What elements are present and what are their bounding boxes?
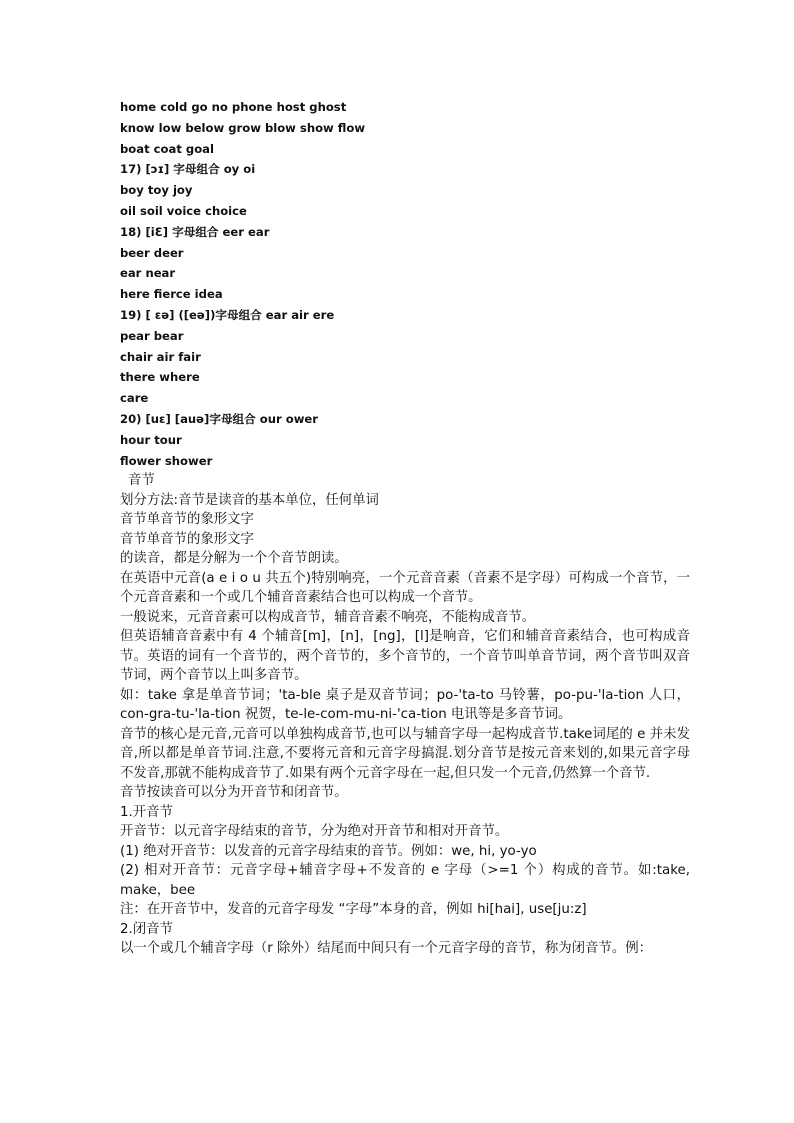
section-heading-19: 19) [ ɛə] ([eə])字母组合 ear air ere: [120, 307, 335, 322]
text-line: pear bear: [120, 328, 184, 343]
list-item: (1) 绝对开音节：以发音的元音字母结束的音节。例如：we, hi, yo-yo: [120, 843, 537, 859]
note: 注：在开音节中，发音的元音字母发 “字母”本身的音，例如 hi[hai], use[ju:z]: [120, 902, 587, 918]
subheading-closed-syllable: 2.闭音节: [120, 921, 173, 937]
paragraph: 音节单音节的象形文字: [120, 531, 254, 547]
text-line: there where: [120, 370, 200, 385]
paragraph: 在英语中元音(a e i o u 共五个)特别响亮，一个元音音素（音素不是字母）可构成一个音节，一个元音音素和一个或几个辅音音素结合也可以构成一个音节。: [120, 570, 690, 606]
text-line: know low below grow blow show flow: [120, 120, 366, 135]
paragraph: 一般说来，元音音素可以构成音节，辅音音素不响亮，不能构成音节。: [120, 609, 536, 625]
paragraph: 音节按读音可以分为开音节和闭音节。: [120, 785, 348, 801]
paragraph: 以一个或几个辅音字母（r 除外）结尾而中间只有一个元音字母的音节，称为闭音节。例：: [120, 941, 652, 957]
text-line: care: [120, 391, 149, 406]
paragraph: 音节的核心是元音,元音可以单独构成音节,也可以与辅音字母一起构成音节.take词尾的 e 并未发音,所以都是单音节词.注意,不要将元音和元音字母搞混.划分音节是按元音来划的,如果元音字母不发音,那就不能构成音节了.如果有两个元音字母在一起,但只发一个元音,仍然算一个音节.: [120, 726, 690, 781]
text-line: home cold go no phone host ghost: [120, 100, 347, 114]
section-heading-17: 17) [ɔɪ] 字母组合 oy oi: [120, 162, 256, 177]
text-line: chair air fair: [120, 349, 201, 364]
section-title-syllable: 音节: [128, 473, 155, 489]
text-line: boy toy joy: [120, 183, 193, 198]
text-line: hour tour: [120, 432, 182, 447]
paragraph: 开音节：以元音字母结束的音节，分为绝对开音节和相对开音节。: [120, 824, 509, 840]
text-line: ear near: [120, 266, 176, 281]
text-line: oil soil voice choice: [120, 203, 247, 218]
paragraph: 音节单音节的象形文字: [120, 512, 254, 528]
text-line: beer deer: [120, 245, 184, 260]
text-line: here fierce idea: [120, 287, 223, 302]
list-item: (2) 相对开音节：元音字母+辅音字母+不发音的 e 字母（>=1 个）构成的音节。如:take, make，bee: [120, 863, 690, 898]
subheading-open-syllable: 1.开音节: [120, 804, 173, 820]
document-body: [120, 97, 690, 959]
paragraph: 划分方法:音节是读音的基本单位，任何单词: [120, 492, 379, 508]
section-heading-20: 20) [uɛ] [auə]字母组合 our ower: [120, 411, 318, 426]
text-line: flower shower: [120, 453, 213, 468]
paragraph: 的读音，都是分解为一个个音节朗读。: [120, 551, 348, 567]
paragraph: 如：take 拿是单音节词；'ta-ble 桌子是双音节词；po-'ta-to 马铃薯，po-pu-'la-tion 人口，con-gra-tu-'la-tion 祝贺，te-le-com-mu-ni-'ca-tion 电讯等是多音节词。: [120, 687, 690, 723]
text-line: boat coat goal: [120, 141, 214, 156]
section-heading-18: 18) [iƐ] 字母组合 eer ear: [120, 224, 270, 239]
paragraph: 但英语辅音音素中有 4 个辅音[m]，[n]，[ng]，[l]是响音，它们和辅音音素结合，也可构成音节。英语的词有一个音节的，两个音节的，多个音节的，一个音节叫单音节词，两个音节叫双音节词，两个音节以上叫多音节。: [120, 629, 690, 684]
